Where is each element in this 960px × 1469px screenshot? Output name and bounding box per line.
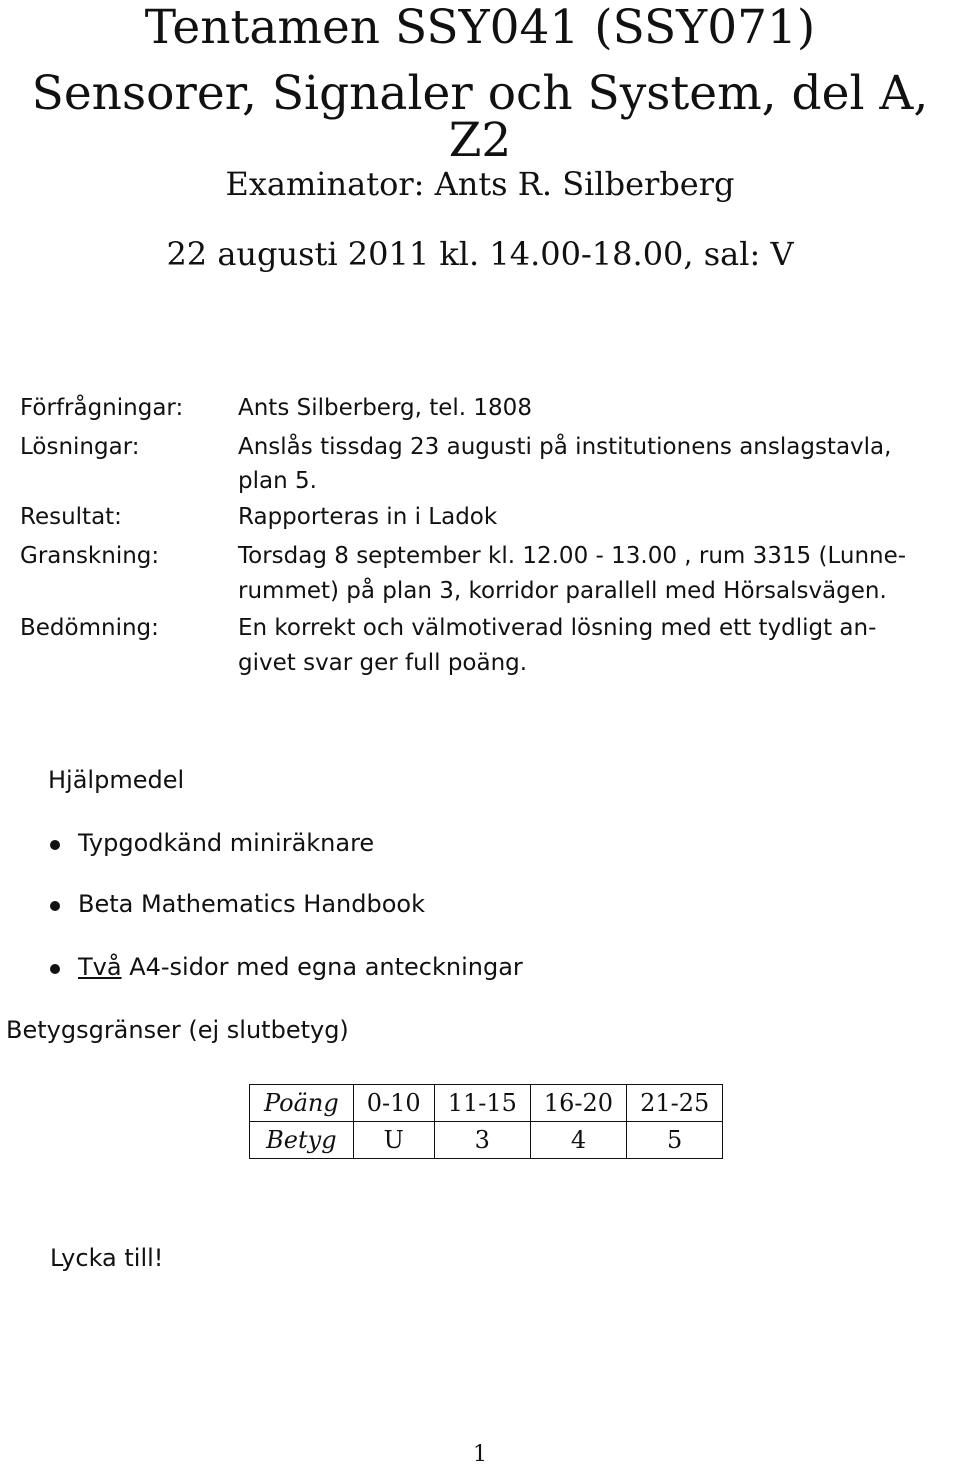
info-value-granskning-line1: Torsdag 8 september kl. 12.00 - 13.00 , rum 3315 (Lunne- [238, 543, 907, 569]
table-cell: 3 [434, 1122, 530, 1159]
info-value-resultat: Rapporteras in i Ladok [238, 504, 498, 530]
table-cell: 16-20 [530, 1085, 626, 1122]
table-row [250, 1122, 723, 1159]
hjalpmedel-item-underlined-word: Två [78, 953, 122, 981]
bullet-icon [50, 964, 60, 974]
page-number: 1 [473, 1442, 487, 1467]
table-cell: 4 [530, 1122, 626, 1159]
info-value-forfragningar: Ants Silberberg, tel. 1808 [238, 395, 532, 421]
info-value-bedomning-line2: givet svar ger full poäng. [238, 650, 528, 676]
hjalpmedel-item-rest: A4-sidor med egna anteckningar [121, 953, 523, 981]
hjalpmedel-heading: Hjälpmedel [48, 766, 185, 794]
table-cell-label: Betyg [250, 1122, 354, 1159]
hjalpmedel-item: Typgodkänd miniräknare [78, 829, 375, 857]
grade-table [249, 1084, 723, 1159]
table-cell: U [353, 1122, 434, 1159]
info-label-bedomning: Bedömning: [20, 615, 159, 641]
table-cell: 5 [627, 1122, 723, 1159]
table-cell: 11-15 [434, 1085, 530, 1122]
info-value-bedomning-line1: En korrekt och välmotiverad lösning med ett tydligt an- [238, 615, 877, 641]
info-label-forfragningar: Förfrågningar: [20, 395, 184, 421]
hjalpmedel-item [78, 955, 523, 979]
table-row [250, 1085, 723, 1122]
exam-title-line1: Tentamen SSY041 (SSY071) [144, 0, 816, 55]
info-label-resultat: Resultat: [20, 504, 122, 530]
info-value-losningar-line2: plan 5. [238, 468, 317, 494]
table-cell: 21-25 [627, 1085, 723, 1122]
info-value-granskning-line2: rummet) på plan 3, korridor parallell med Hörsalsvägen. [238, 578, 887, 604]
exam-title-line2: Sensorer, Signaler och System, del A, Z2 [31, 66, 929, 168]
info-label-granskning: Granskning: [20, 543, 160, 569]
hjalpmedel-item: Beta Mathematics Handbook [78, 890, 425, 918]
closing-text: Lycka till! [50, 1244, 164, 1272]
info-value-losningar-line1: Anslås tissdag 23 augusti på institutionens anslagstavla, [238, 434, 892, 460]
table-cell: 0-10 [353, 1085, 434, 1122]
examinator: Examinator: Ants R. Silberberg [225, 165, 735, 203]
info-label-losningar: Lösningar: [20, 434, 140, 460]
exam-date: 22 augusti 2011 kl. 14.00-18.00, sal: V [166, 235, 794, 273]
betyg-heading: Betygsgränser (ej slutbetyg) [6, 1016, 349, 1044]
table-cell-label: Poäng [250, 1085, 354, 1122]
bullet-icon [50, 840, 60, 850]
bullet-icon [50, 901, 60, 911]
